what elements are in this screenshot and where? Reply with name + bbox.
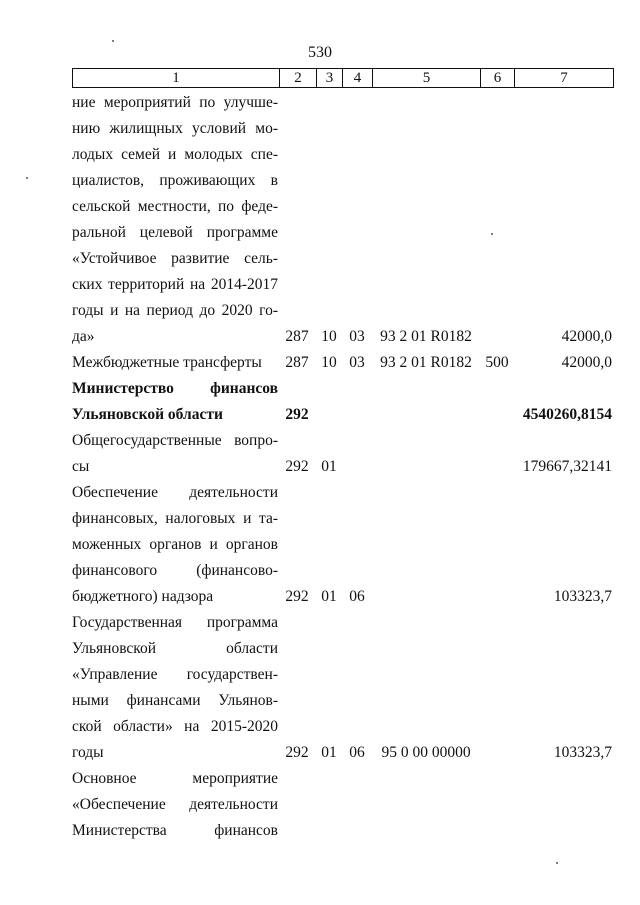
subsection-code: 03 <box>349 354 365 371</box>
ministry-code: 292 <box>285 588 309 605</box>
table-body <box>72 90 612 844</box>
row-description <box>72 610 278 766</box>
description-line: циалистов, проживающих в <box>72 172 278 189</box>
ministry-code: 287 <box>285 354 309 371</box>
description-line: ских территорий на 2014-2017 <box>72 276 278 293</box>
scan-speck <box>26 177 28 179</box>
description-line: ской области» на 2015-2020 <box>72 718 278 735</box>
target-article-code: 95 0 00 00000 <box>381 744 471 761</box>
section-code <box>316 402 342 428</box>
scan-speck <box>491 233 493 235</box>
row-description <box>72 376 278 428</box>
column-header-7: 7 <box>515 69 614 88</box>
subsection-code <box>342 454 372 480</box>
table-row <box>72 610 612 766</box>
amount: 42000,0 <box>561 354 612 371</box>
description-line: Общегосударственные вопро- <box>72 432 278 449</box>
section-code: 01 <box>321 458 337 475</box>
table-row <box>72 766 612 844</box>
description-line: Министерство финансов <box>72 380 278 397</box>
description-line: годы <box>72 744 104 761</box>
description-line: Ульяновской области <box>72 640 278 657</box>
ministry-code: 292 <box>285 744 309 761</box>
description-line: сельской местности, по феде- <box>72 198 278 215</box>
amount: 4540260,8154 <box>522 406 612 423</box>
description-line: Основное мероприятие <box>72 770 278 787</box>
description-line: финансовых, налоговых и та- <box>72 510 278 527</box>
amount: 103323,7 <box>553 588 612 605</box>
description-line: нию жилищных условий мо- <box>72 120 278 137</box>
expense-type-code <box>480 740 514 766</box>
row-description <box>72 480 278 610</box>
description-line: сы <box>72 458 90 475</box>
description-line: Ульяновской области <box>72 406 223 423</box>
section-code: 10 <box>321 354 337 371</box>
table-row <box>72 480 612 610</box>
subsection-code <box>342 402 372 428</box>
expense-type-code <box>480 324 514 350</box>
subsection-code: 06 <box>349 588 365 605</box>
column-header-1: 1 <box>73 69 280 88</box>
description-line: лодых семей и молодых спе- <box>72 146 278 163</box>
ministry-code: 292 <box>285 458 309 475</box>
section-code: 01 <box>321 744 337 761</box>
row-description <box>72 90 278 350</box>
column-header-6: 6 <box>481 69 515 88</box>
subsection-code: 06 <box>349 744 365 761</box>
table-row <box>72 428 612 480</box>
description-line: Обеспечение деятельности <box>72 484 278 501</box>
column-header-5: 5 <box>373 69 481 88</box>
section-code: 01 <box>321 588 337 605</box>
column-header-table <box>72 68 614 88</box>
amount: 42000,0 <box>561 328 612 345</box>
expense-type-code: 500 <box>485 354 509 371</box>
target-article-code <box>372 402 480 428</box>
table-row <box>72 376 612 428</box>
description-line: да» <box>72 328 95 345</box>
target-article-code: 93 2 01 R0182 <box>380 328 472 345</box>
description-line: ральной целевой программе <box>72 224 278 241</box>
expense-type-code <box>480 818 514 844</box>
expense-type-code <box>480 454 514 480</box>
target-article-code: 93 2 01 R0182 <box>380 354 472 371</box>
table-row <box>72 350 612 376</box>
table-row <box>72 90 612 350</box>
description-line: моженных органов и органов <box>72 536 278 553</box>
description-line: годы и на период до 2020 го- <box>72 302 278 319</box>
expense-type-code <box>480 402 514 428</box>
target-article-code <box>372 818 480 844</box>
column-header-4: 4 <box>343 69 373 88</box>
subsection-code: 03 <box>349 328 365 345</box>
description-line: «Обеспечение деятельности <box>72 796 278 813</box>
description-line: «Управление государствен- <box>72 666 278 683</box>
description-line: «Устойчивое развитие сель- <box>72 250 278 267</box>
amount <box>514 818 612 844</box>
scan-speck <box>112 40 114 42</box>
ministry-code: 292 <box>285 406 309 423</box>
column-header-3: 3 <box>317 69 343 88</box>
row-description <box>72 350 278 376</box>
ministry-code <box>278 818 316 844</box>
description-line: Государственная программа <box>72 614 278 631</box>
description-line: бюджетного) надзора <box>72 588 214 605</box>
ministry-code: 287 <box>285 328 309 345</box>
target-article-code <box>372 584 480 610</box>
description-line: ными финансами Ульянов- <box>72 692 278 709</box>
row-description <box>72 428 278 480</box>
target-article-code <box>372 454 480 480</box>
description-line: Министерства финансов <box>72 822 278 839</box>
column-header-2: 2 <box>280 69 317 88</box>
section-code: 10 <box>321 328 337 345</box>
row-description <box>72 766 278 844</box>
amount: 179667,32141 <box>522 458 612 475</box>
description-line: финансового (финансово- <box>72 562 278 579</box>
page-number: 530 <box>308 44 332 61</box>
expense-type-code <box>480 584 514 610</box>
subsection-code <box>342 818 372 844</box>
description-line: Межбюджетные трансферты <box>72 354 262 371</box>
description-line: ние мероприятий по улучше- <box>72 94 278 111</box>
amount: 103323,7 <box>553 744 612 761</box>
section-code <box>316 818 342 844</box>
scan-speck <box>556 862 558 864</box>
